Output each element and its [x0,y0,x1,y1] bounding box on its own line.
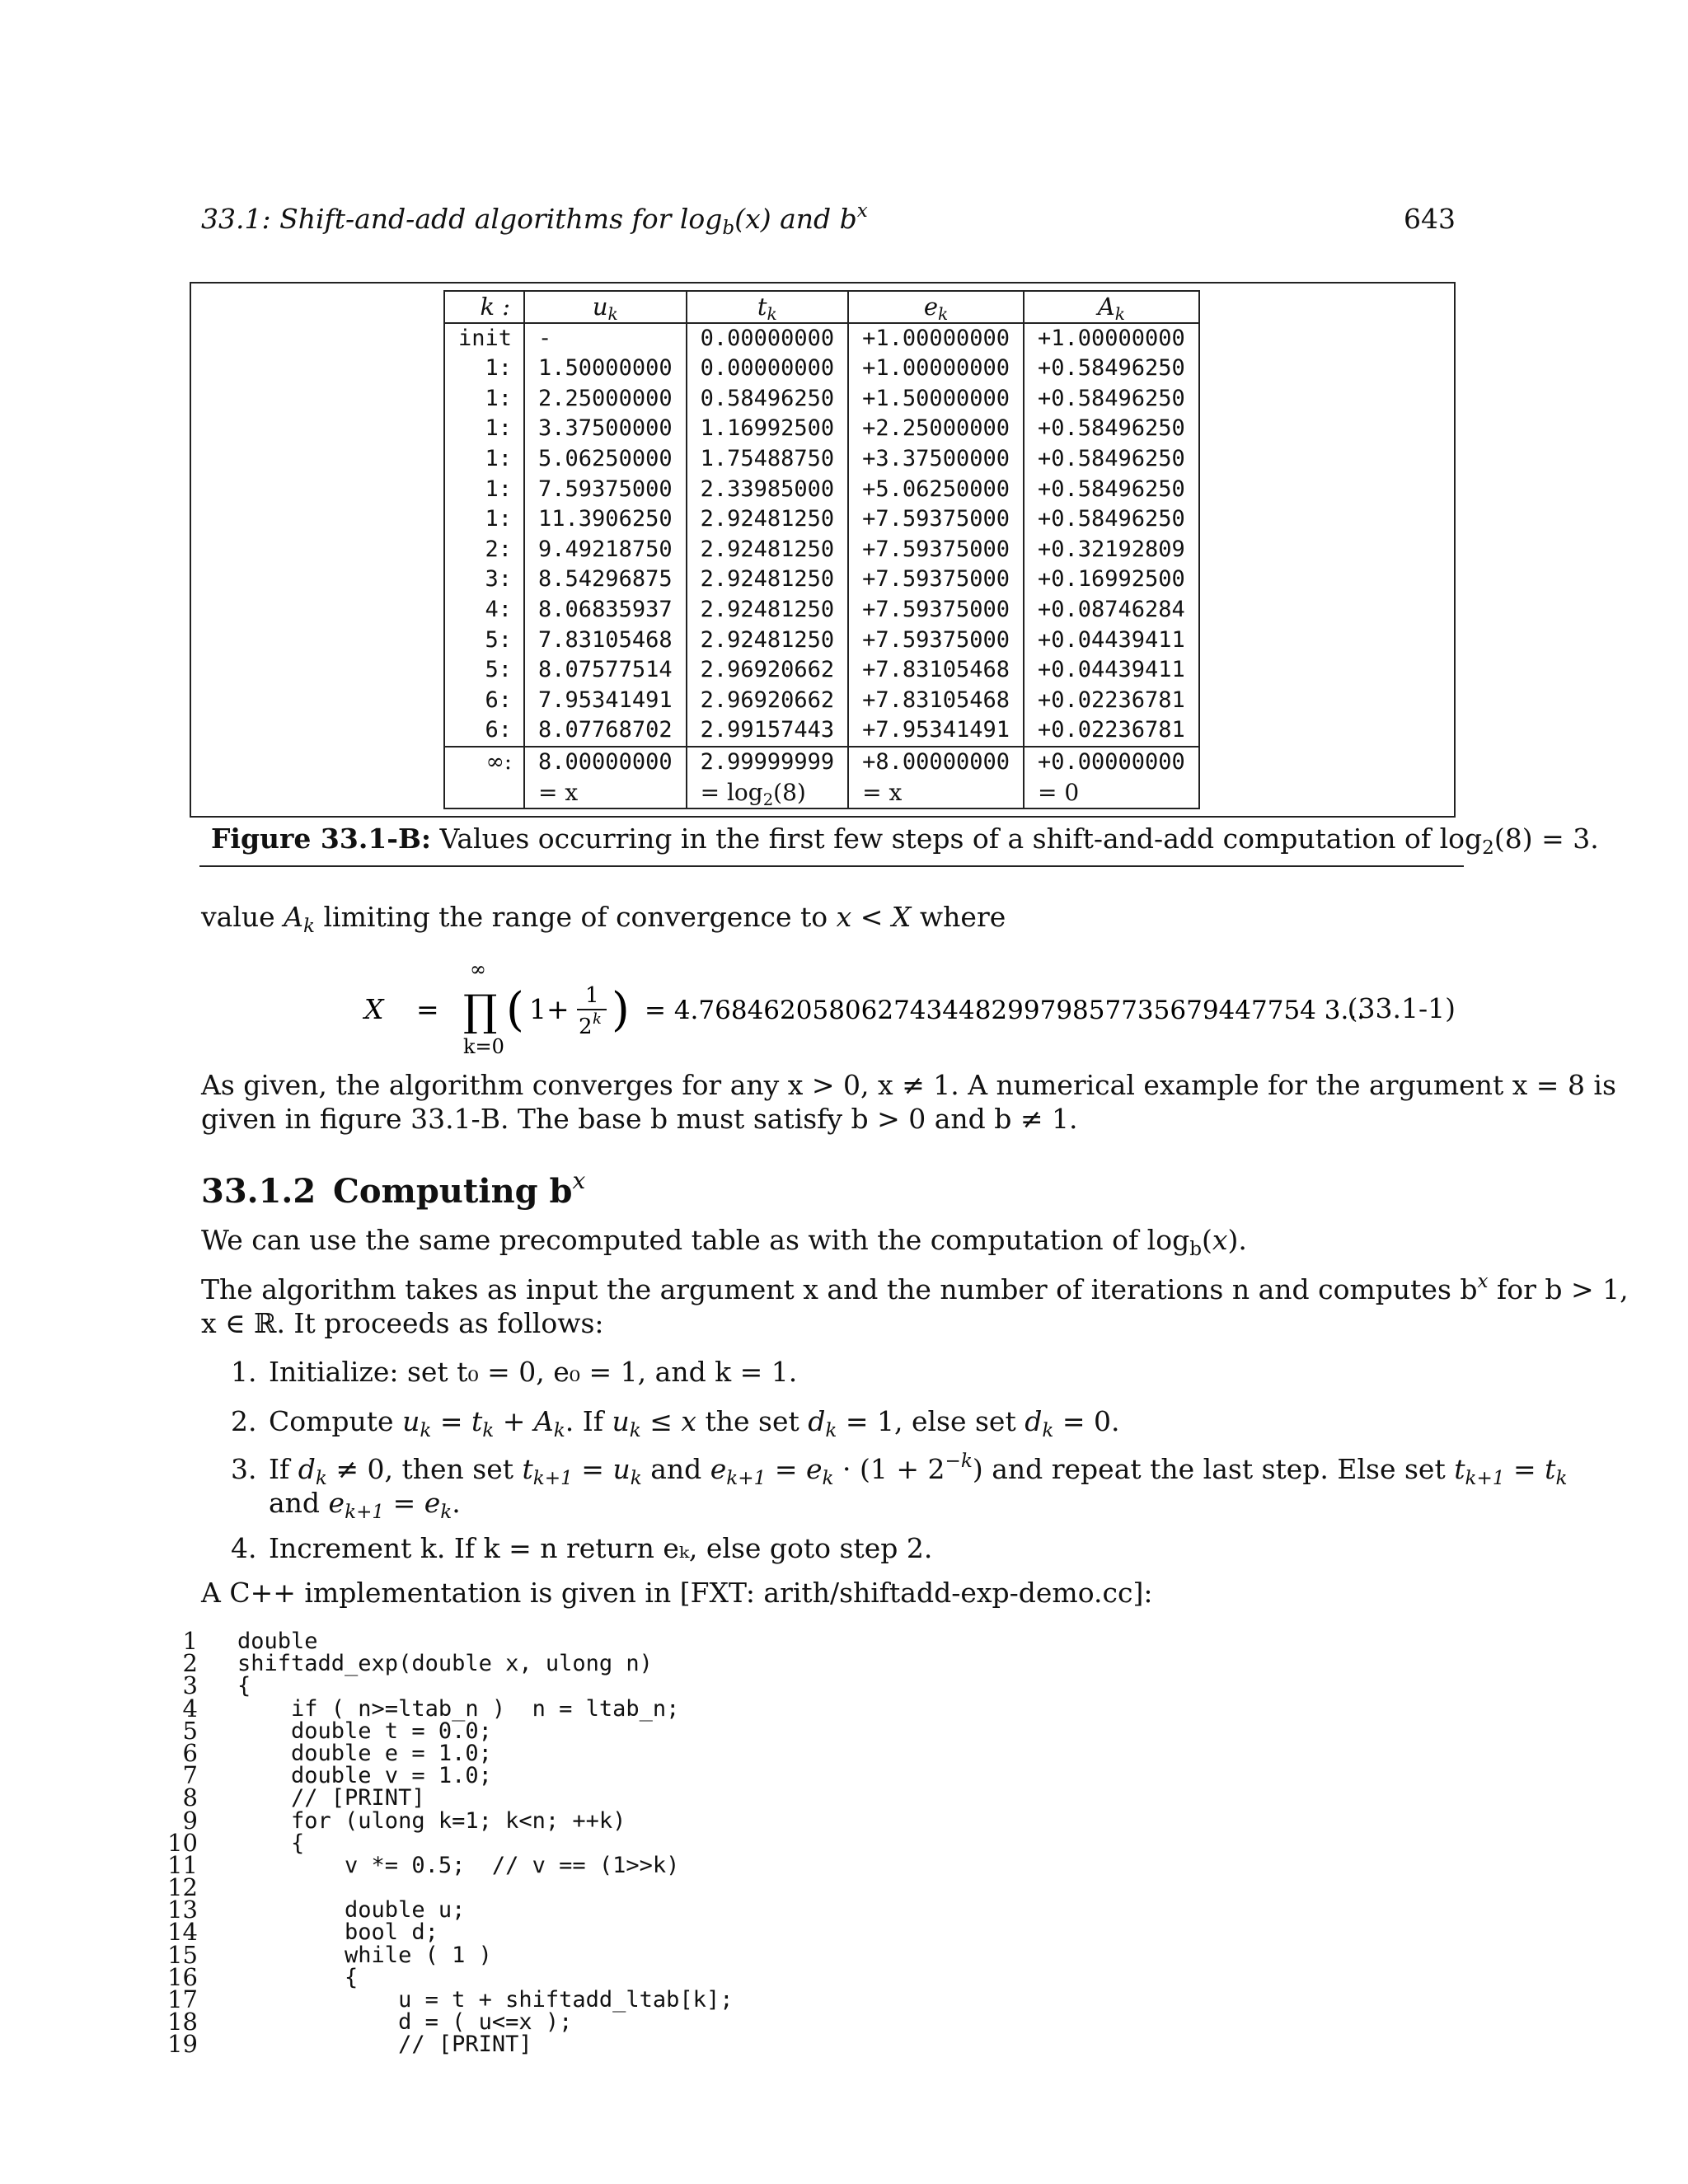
table-cell: +1.00000000 [848,323,1024,354]
table-cell: 2.33985000 [687,475,849,505]
table-row-final [444,747,1199,778]
one-plus: 1+ [529,993,570,1025]
step-3: 3. If $d_k \ne 0$, then set $t_{k+1} = u_k$ and $e_{k+1} = e_k \cdot (1 + 2^{-k})$ and repeat the last step. Else set $t_{k+1} = t_k$ and $e_{k+1} = e_k$. [231,1451,1568,1523]
table-cell: +0.58496250 [1024,354,1199,384]
table-row [444,444,1199,475]
table-header-row [444,291,1199,323]
table-cell: +0.58496250 [1024,444,1199,475]
table-cell [444,778,524,809]
code-text: // [PRINT] [237,2032,532,2058]
line-number: 4 [182,1694,198,1722]
table-row-limits [444,778,1199,809]
formula-33-1-1 [0,964,1688,1063]
table-cell: 11.3906250 [524,504,687,535]
col-e: $e_k$ [848,291,1024,323]
frac-den: 2 [579,1015,593,1039]
table-cell: +5.06250000 [848,475,1024,505]
line-number: 8 [182,1783,198,1812]
table-cell: +3.37500000 [848,444,1024,475]
table-cell: +0.00000000 [1024,747,1199,778]
step-2: 2. Compute $u_k = t_k + A_k$. If $u_k \le x$ the set $d_k = 1$, else set $d_k = 0$. [231,1405,1120,1441]
table-row [444,565,1199,595]
frac-exp: k [593,1010,602,1028]
p4-line2: x ∈ ℝ. It proceeds as follows: [201,1307,604,1339]
code-text: double t = 0.0; [237,1718,492,1744]
section-heading: 33.1.2 Computing $b^x$ [201,1167,586,1211]
table-cell: 2.99157443 [687,715,849,747]
section-title: Computing b [333,1172,573,1211]
paragraph-implementation: A C++ implementation is given in [FXT: arith/shiftadd-exp-demo.cc]: [201,1577,1153,1609]
header-title: 33.1: Shift-and-add algorithms for $\log_b(x)$ and $b^x$ [201,200,868,239]
line-number: 14 [167,1918,198,1947]
paragraph-table: We can use the same precomputed table as with the computation of $\log_b(x)$. [201,1224,1247,1260]
p4-line1: The algorithm takes as input the argument x and the number of iterations n and computes $b^x$ for b > 1, [201,1271,1629,1305]
table-row [444,626,1199,656]
code-text: double [237,1629,318,1654]
table-cell: 0.00000000 [687,323,849,354]
line-number: 19 [167,2030,198,2059]
code-text: if ( n>=ltab_n ) n = ltab_n; [237,1695,680,1722]
running-header [201,200,1456,242]
table-cell: +7.59375000 [848,535,1024,565]
line-number: 5 [182,1716,198,1745]
table-cell: 1: [444,384,524,415]
product-lower: k=0 [463,1035,504,1058]
table-cell: +7.83105468 [848,686,1024,716]
table-cell: = x [848,778,1024,809]
equation-number: (33.1-1) [1347,992,1456,1024]
table-cell: +0.02236781 [1024,686,1199,716]
col-u: $u_k$ [524,291,687,323]
table-cell: 2.99999999 [687,747,849,778]
line-number: 18 [167,2008,198,2036]
page-number: 643 [1404,203,1456,235]
table-cell: +7.59375000 [848,565,1024,595]
col-k: k : [444,291,524,323]
table-cell: 8.54296875 [524,565,687,595]
table-row [444,715,1199,747]
table-cell: 1.16992500 [687,414,849,444]
paren-open: ( [506,983,524,1037]
table-cell: 4: [444,595,524,626]
table-body [444,323,1199,809]
table-cell: +0.04439411 [1024,626,1199,656]
table-cell: +0.58496250 [1024,384,1199,415]
step-4: 4. Increment k. If k = n return eₖ, else goto step 2. [231,1532,933,1564]
table-cell: 5: [444,626,524,656]
table-cell: 8.06835937 [524,595,687,626]
table-cell: +7.59375000 [848,626,1024,656]
table-cell: +7.83105468 [848,655,1024,686]
paren-close: ) [612,983,630,1037]
table-row [444,595,1199,626]
code-text: bool d; [237,1919,438,1946]
values-table [443,290,1200,809]
table-cell: 0.58496250 [687,384,849,415]
line-number: 6 [182,1738,198,1767]
caption-rule [199,865,1464,867]
line-number: 16 [167,1962,198,1991]
table-row [444,475,1199,505]
table-cell: +0.58496250 [1024,414,1199,444]
table-cell: +0.58496250 [1024,475,1199,505]
table-cell: 2.25000000 [524,384,687,415]
table-row [444,323,1199,354]
paragraph-algorithm [201,1272,1629,1340]
frac-num: 1 [585,983,599,1008]
line-number: 7 [182,1761,198,1790]
code-text: double v = 1.0; [237,1763,492,1789]
table-cell: +1.00000000 [1024,323,1199,354]
table-cell: 2.92481250 [687,504,849,535]
table-cell: +0.32192809 [1024,535,1199,565]
table-cell: 6: [444,715,524,747]
code-text: u = t + shiftadd_ltab[k]; [237,1987,734,2013]
table-cell: +0.04439411 [1024,655,1199,686]
line-number: 9 [182,1806,198,1835]
col-t: $t_k$ [687,291,849,323]
table-cell: +7.59375000 [848,504,1024,535]
table-cell: 7.59375000 [524,475,687,505]
table-row [444,504,1199,535]
code-text: double e = 1.0; [237,1740,492,1766]
code-text: { [237,1830,305,1856]
table-cell: 2.96920662 [687,655,849,686]
table-cell: +7.95341491 [848,715,1024,747]
code-text: // [PRINT] [237,1785,425,1811]
table-cell: 7.83105468 [524,626,687,656]
table-cell: +0.16992500 [1024,565,1199,595]
table-cell: = x [524,778,687,809]
table-cell: 1: [444,504,524,535]
table-cell: ∞: [444,747,524,778]
line-number: 13 [167,1896,198,1924]
table-row [444,384,1199,415]
table-cell: 3: [444,565,524,595]
code-text: v *= 0.5; // v == (1>>k) [237,1852,680,1878]
paragraph-convergence: value $A_k$ limiting the range of convergence to x < X where [201,901,1006,937]
product-symbol: ∏ [463,987,498,1036]
p2-line1: As given, the algorithm converges for any x > 0, x ≠ 1. A numerical example for the argument x = 8 is [201,1069,1616,1101]
line-number: 12 [167,1873,198,1902]
table-cell: 8.00000000 [524,747,687,778]
table-cell: 1: [444,444,524,475]
table-cell: 2.92481250 [687,535,849,565]
col-a: $A_k$ [1024,291,1199,323]
table-cell: = $\log_2(8)$ [687,778,849,809]
table-row [444,535,1199,565]
equals-sign: = [416,993,439,1025]
table-cell: 2.92481250 [687,565,849,595]
formula-value: = 4.76846205806274344829979857735679447754 3... [645,996,1366,1025]
table-cell: 1: [444,475,524,505]
table-cell: +0.02236781 [1024,715,1199,747]
table-cell: 7.95341491 [524,686,687,716]
table-cell: 9.49218750 [524,535,687,565]
table-cell: - [524,323,687,354]
table-cell: +0.58496250 [1024,504,1199,535]
table-cell: init [444,323,524,354]
section-number: 33.1.2 [201,1172,316,1211]
code-text: { [237,1964,359,1990]
step-1: 1. Initialize: set t₀ = 0, e₀ = 1, and k = 1. [231,1356,798,1388]
product-upper: ∞ [470,964,486,981]
table-cell: 5: [444,655,524,686]
table-cell: 2.92481250 [687,626,849,656]
figure-caption: Figure 33.1-B: Values occurring in the first few steps of a shift-and-add computation of $\log_2(8) = 3$. [211,823,1599,859]
table-cell: +2.25000000 [848,414,1024,444]
line-number: 2 [182,1649,198,1678]
table-cell: +1.50000000 [848,384,1024,415]
line-number: 15 [167,1940,198,1969]
table-cell: +1.00000000 [848,354,1024,384]
table-cell: 6: [444,686,524,716]
code-text: for (ulong k=1; k<n; ++k) [237,1807,626,1834]
code-text: { [237,1673,251,1699]
paragraph-convergence-2 [201,1068,1616,1136]
table-cell: +8.00000000 [848,747,1024,778]
code-text: shiftadd_exp(double x, ulong n) [237,1651,653,1677]
line-number: 11 [167,1850,198,1879]
table-cell: 8.07577514 [524,655,687,686]
table-cell: 1.50000000 [524,354,687,384]
table-cell: 1.75488750 [687,444,849,475]
code-text: d = ( u<=x ); [237,2009,573,2036]
table-row [444,414,1199,444]
table-cell: +7.59375000 [848,595,1024,626]
table-row [444,686,1199,716]
table-cell: 5.06250000 [524,444,687,475]
table-row [444,655,1199,686]
table-row [444,354,1199,384]
formula-lhs: X [364,993,384,1025]
table-cell: 2.92481250 [687,595,849,626]
table-cell: 1: [444,354,524,384]
table-cell: 3.37500000 [524,414,687,444]
p2-line2: given in figure 33.1-B. The base b must satisfy b > 0 and b ≠ 1. [201,1103,1078,1135]
line-number: 1 [182,1627,198,1655]
line-number: 3 [182,1671,198,1700]
table-cell: = 0 [1024,778,1199,809]
code-text: while ( 1 ) [237,1942,492,1968]
table-cell: 8.07768702 [524,715,687,747]
line-number: 10 [167,1828,198,1857]
table-cell: 0.00000000 [687,354,849,384]
table-cell: 1: [444,414,524,444]
code-text: double u; [237,1897,466,1924]
line-number: 17 [167,1985,198,2013]
table-cell: 2: [444,535,524,565]
table-cell: +0.08746284 [1024,595,1199,626]
table-cell: 2.96920662 [687,686,849,716]
